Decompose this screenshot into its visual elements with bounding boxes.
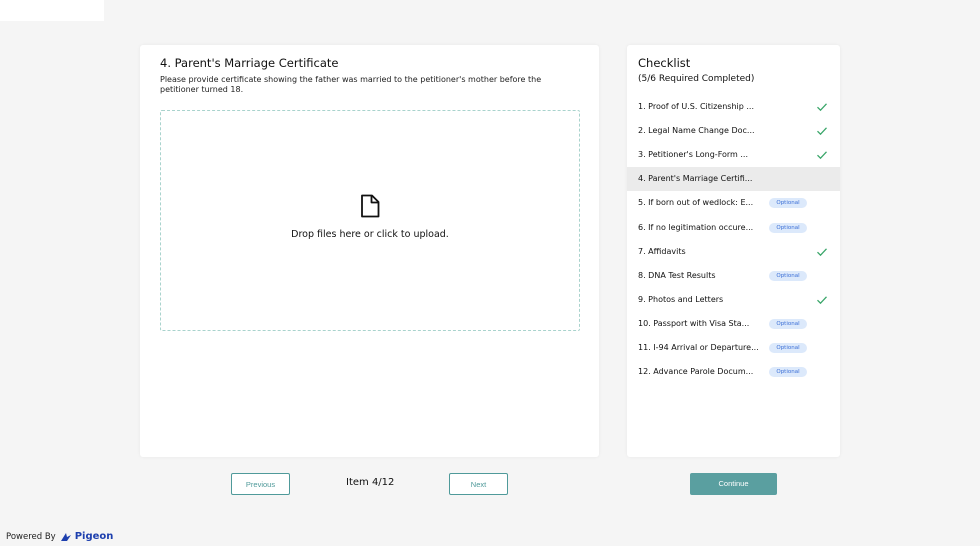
checklist-item[interactable] [627, 216, 840, 240]
upload-card [140, 45, 599, 457]
page-title: 4. Parent's Marriage Certificate [160, 56, 339, 70]
checklist-item[interactable] [627, 288, 840, 312]
checklist-item[interactable] [627, 360, 840, 384]
checklist-item[interactable] [627, 312, 840, 336]
item-counter: Item 4/12 [346, 477, 395, 488]
file-icon [359, 194, 381, 218]
checklist-item[interactable] [627, 95, 840, 119]
optional-badge: Optional [769, 271, 807, 281]
checklist-item-label: 8. DNA Test Results [638, 270, 716, 280]
checklist-item-label: 2. Legal Name Change Doc... [638, 126, 755, 136]
checkmark-icon [816, 246, 828, 258]
optional-badge: Optional [769, 367, 807, 377]
checklist-item[interactable] [627, 240, 840, 264]
optional-badge: Optional [769, 223, 807, 233]
checklist-item-label: 9. Photos and Letters [638, 294, 724, 304]
checklist-item-label: 3. Petitioner's Long-Form ... [638, 150, 749, 160]
dropzone-text: Drop files here or click to upload. [291, 229, 449, 240]
checklist-item-label: 12. Advance Parole Docum... [638, 367, 754, 377]
pigeon-logo-icon [60, 532, 72, 542]
checklist-item[interactable] [627, 167, 840, 191]
optional-badge: Optional [769, 343, 807, 353]
checklist-item-label: 1. Proof of U.S. Citizenship ... [638, 102, 755, 111]
next-button[interactable]: Next [449, 473, 508, 495]
powered-by-text: Powered By [6, 531, 56, 542]
checklist-item-label: 7. Affidavits [638, 246, 686, 256]
checklist-panel [627, 45, 840, 457]
checklist-item-label: 10. Passport with Visa Sta... [638, 318, 750, 328]
checklist-item[interactable] [627, 336, 840, 360]
previous-button[interactable]: Previous [231, 473, 290, 495]
checkmark-icon [816, 125, 828, 137]
optional-badge: Optional [769, 319, 807, 329]
powered-by-footer [6, 531, 113, 542]
checklist-title: Checklist [638, 56, 691, 70]
checkmark-icon [816, 294, 828, 306]
checklist-item-label: 4. Parent's Marriage Certifi... [638, 174, 753, 184]
brand-name: Pigeon [74, 531, 114, 542]
checklist-item-label: 11. I-94 Arrival or Departure... [638, 343, 759, 352]
continue-button[interactable]: Continue [690, 473, 777, 495]
document-description: Please provide certificate showing the father was married to the petitioner's mother before the petitioner turned 18. [160, 75, 542, 94]
checklist-item[interactable] [627, 191, 840, 215]
checklist-progress: (5/6 Required Completed) [638, 74, 755, 84]
checklist-item[interactable] [627, 119, 840, 143]
checkmark-icon [816, 101, 828, 113]
checkmark-icon [816, 149, 828, 161]
optional-badge: Optional [769, 198, 807, 208]
checklist-item[interactable] [627, 143, 840, 167]
checklist-item-label: 6. If no legitimation occure... [638, 222, 754, 232]
file-dropzone[interactable] [160, 110, 580, 331]
checklist-item-label: 5. If born out of wedlock: E... [638, 198, 754, 208]
checklist-item[interactable] [627, 264, 840, 288]
top-left-blank-panel [0, 0, 104, 21]
